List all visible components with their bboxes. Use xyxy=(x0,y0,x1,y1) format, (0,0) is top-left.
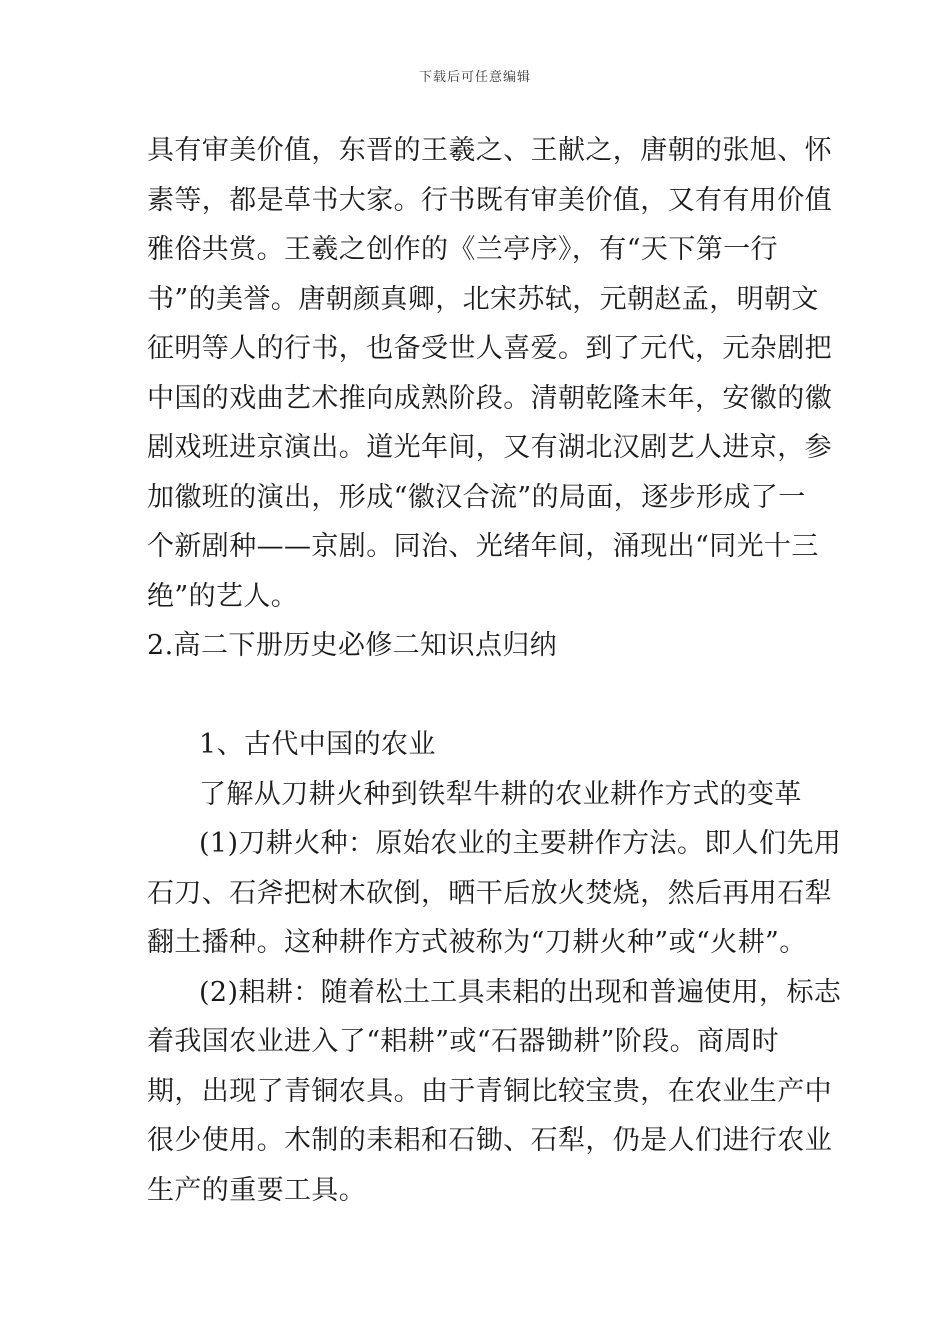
paragraph-1 xyxy=(147,126,832,621)
text-line: 个新剧种——京剧。同治、光绪年间，涌现出“同光十三 xyxy=(147,531,819,562)
blank-line xyxy=(147,671,807,721)
text-line: 雅俗共赏。王羲之创作的《兰亭序》，有“天下第一行 xyxy=(147,234,778,265)
text-line: 剧戏班进京演出。道光年间，又有湖北汉剧艺人进京，参 xyxy=(147,432,832,463)
document-body xyxy=(147,126,842,1215)
paragraph-2 xyxy=(147,819,842,968)
text-line: 着我国农业进入了“耜耕”或“石器锄耕”阶段。商周时 xyxy=(147,1026,780,1057)
text-line: 生产的重要工具。 xyxy=(147,1174,367,1206)
text-line: 中国的戏曲艺术推向成熟阶段。清朝乾隆末年，安徽的徽 xyxy=(147,382,832,414)
text-line: 绝”的艺人。 xyxy=(147,580,299,612)
paragraph-3 xyxy=(147,968,842,1216)
page-header: 下载后可任意编辑 xyxy=(418,70,531,85)
text-line: 加徽班的演出，形成“徽汉合流”的局面，逐步形成了一 xyxy=(147,481,806,513)
text-line: (2)耜耕：随着松土工具耒耜的出现和普遍使用，标志 xyxy=(199,976,842,1008)
text-line: 翻土播种。这种耕作方式被称为“刀耕火种”或“火耕”。 xyxy=(147,927,807,958)
text-line: 书”的美誉。唐朝颜真卿，北宋苏轼，元朝赵孟，明朝文 xyxy=(147,283,819,315)
text-line: 很少使用。木制的耒耜和石锄、石犁，仍是人们进行农业 xyxy=(147,1125,832,1156)
text-line: (1)刀耕火种：原始农业的主要耕作方法。即人们先用 xyxy=(199,828,842,859)
section-title: 2.高二下册历史必修二知识点归纳 xyxy=(147,630,558,661)
text-line: 征明等人的行书，也备受世人喜爱。到了元代，元杂剧把 xyxy=(147,333,832,364)
text-line: 期，出现了青铜农具。由于青铜比较宝贵，在农业生产中 xyxy=(147,1075,832,1107)
text-line: 具有审美价值，东晋的王羲之、王献之，唐朝的张旭、怀 xyxy=(147,135,832,166)
subsection-title: 1、古代中国的农业 xyxy=(199,729,436,760)
text-line: 素等，都是草书大家。行书既有审美价值，又有有用价值 xyxy=(147,184,832,216)
text-line: 石刀、石斧把树木砍倒，晒干后放火焚烧，然后再用石犁 xyxy=(147,877,832,909)
subsection-intro: 了解从刀耕火种到铁犁牛耕的农业耕作方式的变革 xyxy=(199,778,802,810)
